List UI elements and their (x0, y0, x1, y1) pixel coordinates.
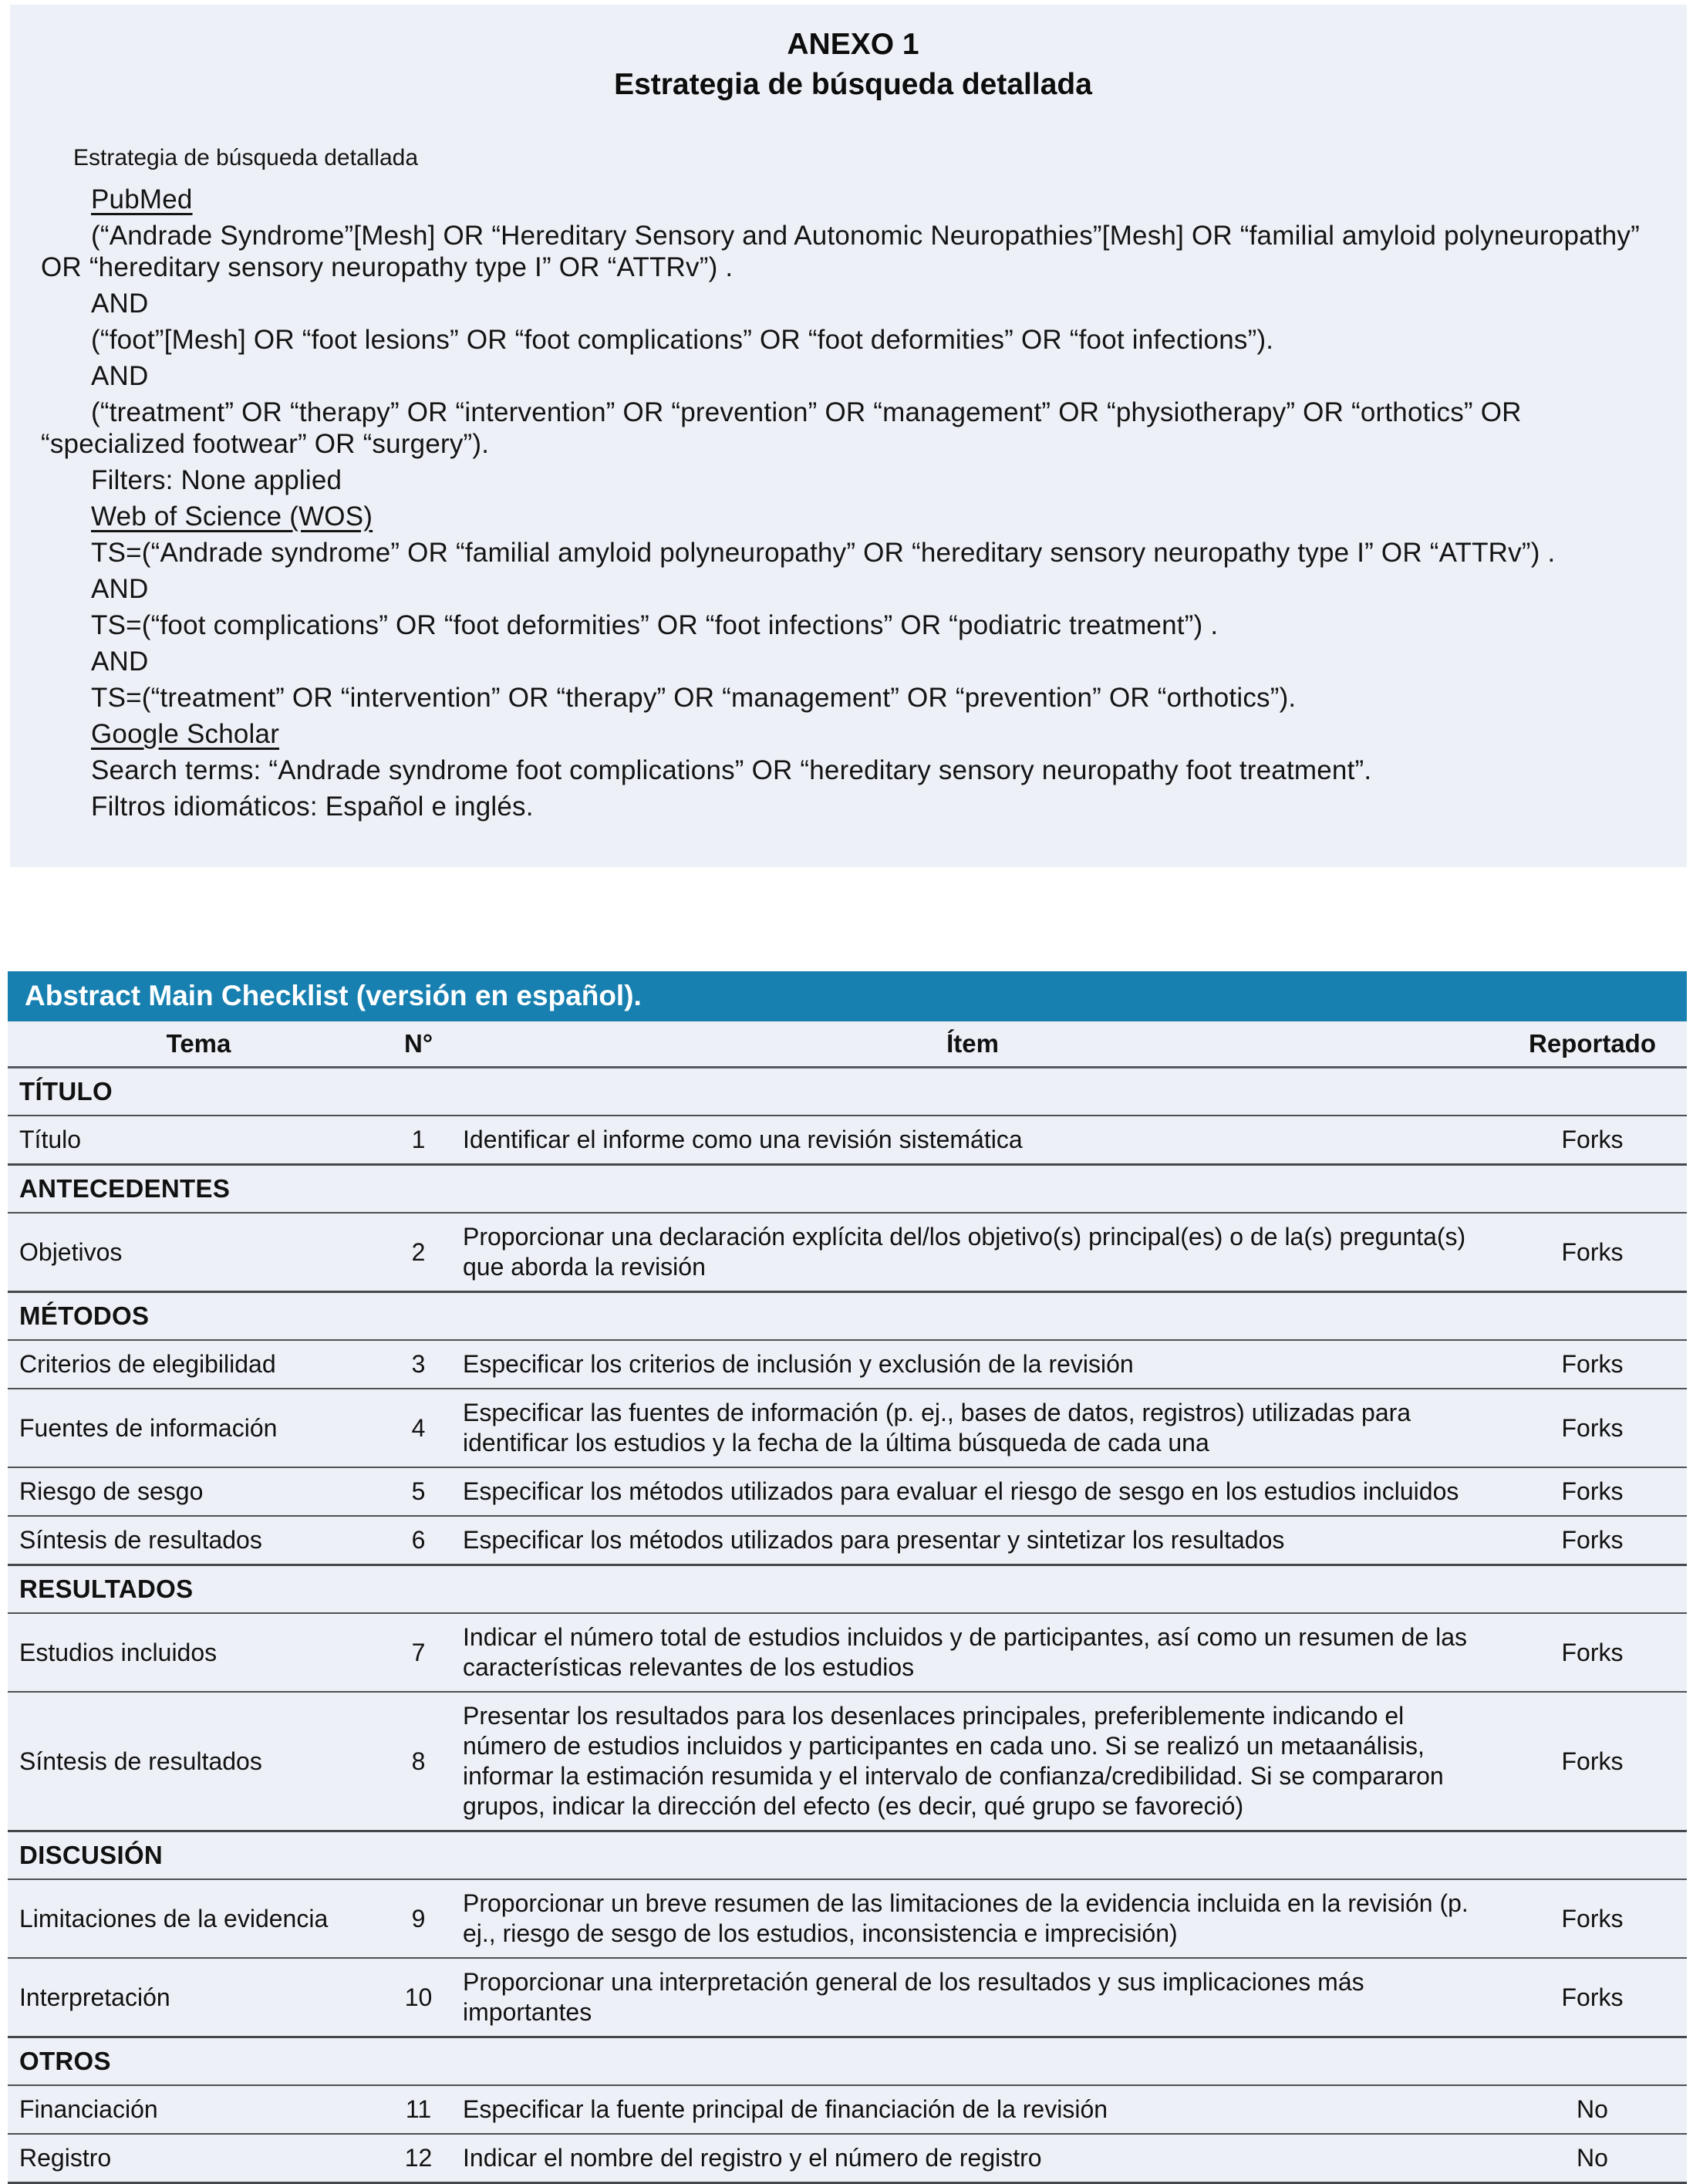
table-row (8, 2084, 1687, 2133)
search-query-line: AND (91, 646, 149, 677)
section-row (8, 1830, 1687, 1879)
reportado-cell: Forks (1561, 1477, 1624, 1505)
checklist-header-row (8, 1021, 1687, 1068)
table-row (8, 1612, 1687, 1691)
item-text-cell: Presentar los resultados para los desenlaces principales, preferiblemente indicando el número de estudios incluidos y participantes en cada uno. Si se realizó un metaanálisis, informar la estimación resumida y el intervalo de confianza/credibilidad. Si se compararon grupos, indicar la dirección del efecto (es decir, qué grupo se favoreció) (463, 1702, 1444, 1820)
item-text-cell: Especificar los criterios de inclusión y exclusión de la revisión (463, 1350, 1134, 1378)
database-heading (41, 501, 1665, 532)
item-number-cell: 10 (404, 1983, 433, 2011)
column-header-tema: Tema (166, 1029, 231, 1058)
reportado-cell: Forks (1561, 1126, 1624, 1153)
reportado-cell: Forks (1561, 1904, 1624, 1933)
annex-title: ANEXO 1 (787, 28, 919, 61)
tema-cell: Síntesis de resultados (19, 1526, 262, 1554)
tema-cell: Criterios de elegibilidad (19, 1350, 276, 1378)
item-number-cell: 4 (411, 1413, 426, 1442)
reportado-cell: Forks (1561, 1413, 1624, 1442)
item-number-cell: 9 (411, 1904, 426, 1933)
section-label: RESULTADOS (19, 1575, 194, 1603)
item-text-cell: Especificar los métodos utilizados para presentar y sintetizar los resultados (463, 1526, 1285, 1554)
checklist-table (8, 971, 1687, 2184)
search-query-line: TS=(“foot complications” OR “foot deformities” OR “foot infections” OR “podiatric treatment”) . (91, 610, 1219, 640)
tema-cell: Estudios incluidos (19, 1638, 218, 1666)
search-strategy-caption: Estrategia de búsqueda detallada (73, 145, 419, 170)
search-query-line: AND (91, 361, 149, 391)
section-row (8, 1291, 1687, 1339)
item-number-cell: 2 (411, 1237, 426, 1266)
search-query-line: TS=(“treatment” OR “intervention” OR “therapy” OR “management” OR “prevention” OR “orthotics”). (91, 683, 1297, 713)
item-number-cell: 5 (411, 1477, 426, 1505)
item-text-cell: Indicar el nombre del registro y el número de registro (463, 2144, 1042, 2172)
search-query-line: Filtros idiomáticos: Español e inglés. (91, 792, 534, 822)
search-query-line: Filters: None applied (91, 465, 342, 495)
table-row (8, 1339, 1687, 1388)
reportado-cell: Forks (1561, 1350, 1624, 1378)
item-text-cell: Proporcionar una declaración explícita del/los objetivo(s) principal(es) o de la(s) pregunta(s) que aborda la revisión (463, 1223, 1466, 1281)
search-query-line: (“foot”[Mesh] OR “foot lesions” OR “foot complications” OR “foot deformities” OR “foot infections”). (91, 325, 1274, 355)
tema-cell: Síntesis de resultados (19, 1747, 262, 1775)
reportado-cell: Forks (1561, 1983, 1624, 2011)
database-heading-label: PubMed (91, 184, 193, 214)
search-strategy-panel (10, 5, 1687, 867)
section-label: ANTECEDENTES (19, 1174, 231, 1203)
column-header-reportado: Reportado (1529, 1029, 1656, 1058)
section-row (8, 1163, 1687, 1212)
item-text-cell: Especificar las fuentes de información (p. ej., bases de datos, registros) utilizadas para identificar los estudios y la fecha de la última búsqueda de cada una (463, 1399, 1411, 1457)
tema-cell: Registro (19, 2144, 112, 2172)
table-row (8, 2133, 1687, 2182)
tema-cell: Limitaciones de la evidencia (19, 1904, 329, 1933)
column-header-numero: N° (403, 1029, 433, 1058)
search-query-line: (“Andrade Syndrome”[Mesh] OR “Hereditary Sensory and Autonomic Neuropathies”[Mesh] OR “familial amyloid polyneuropathy” OR “hereditary sensory neuropathy type I” OR “ATTRv”) . (41, 221, 1640, 282)
item-number-cell: 6 (411, 1526, 426, 1554)
item-number-cell: 3 (411, 1350, 426, 1378)
item-text-cell: Especificar la fuente principal de financiación de la revisión (463, 2095, 1108, 2123)
item-number-cell: 7 (411, 1638, 426, 1666)
section-row (8, 1068, 1687, 1115)
checklist-body (8, 1068, 1687, 2184)
search-query-line: AND (91, 574, 149, 604)
item-text-cell: Indicar el número total de estudios incluidos y de participantes, así como un resumen de las características relevantes de los estudios (463, 1623, 1468, 1681)
section-label: OTROS (19, 2047, 111, 2075)
table-row (8, 1115, 1687, 1163)
column-header-item: Ítem (946, 1029, 999, 1058)
search-query-line: (“treatment” OR “therapy” OR “intervention” OR “prevention” OR “management” OR “physiotherapy” OR “orthotics” OR “specialized footwear” OR “surgery”). (41, 397, 1522, 459)
search-query-line: AND (91, 289, 149, 319)
reportado-cell: Forks (1561, 1237, 1624, 1266)
tema-cell: Título (19, 1126, 82, 1153)
tema-cell: Riesgo de sesgo (19, 1477, 204, 1505)
database-heading-label: Web of Science (WOS) (91, 501, 373, 532)
item-number-cell: 11 (405, 2095, 432, 2123)
search-query-line: TS=(“Andrade syndrome” OR “familial amyloid polyneuropathy” OR “hereditary sensory neuropathy type I” OR “ATTRv”) . (91, 538, 1556, 568)
section-row (8, 1564, 1687, 1612)
table-row (8, 1691, 1687, 1830)
table-row (8, 1467, 1687, 1515)
table-row (8, 1212, 1687, 1291)
table-row (8, 1879, 1687, 1957)
tema-cell: Financiación (19, 2095, 158, 2123)
database-heading-label: Google Scholar (91, 719, 280, 749)
section-label: TÍTULO (19, 1077, 113, 1106)
section-row (8, 2036, 1687, 2084)
section-label: DISCUSIÓN (19, 1841, 164, 1869)
item-number-cell: 8 (411, 1747, 426, 1775)
item-number-cell: 12 (404, 2144, 433, 2172)
tema-cell: Interpretación (19, 1983, 170, 2011)
page (0, 5, 1693, 2172)
table-row (8, 1515, 1687, 1564)
reportado-cell: Forks (1561, 1638, 1624, 1666)
database-heading (41, 184, 1665, 215)
tema-cell: Objetivos (19, 1237, 123, 1266)
reportado-cell: No (1577, 2144, 1608, 2172)
table-row (8, 1957, 1687, 2036)
item-text-cell: Proporcionar un breve resumen de las limitaciones de la evidencia incluida en la revisión (p. ej., riesgo de sesgo de los estudios, inconsistencia e imprecisión) (463, 1889, 1469, 1947)
reportado-cell: Forks (1561, 1747, 1624, 1775)
reportado-cell: No (1577, 2095, 1608, 2123)
item-text-cell: Especificar los métodos utilizados para evaluar el riesgo de sesgo en los estudios incluidos (463, 1477, 1459, 1505)
tema-cell: Fuentes de información (19, 1413, 278, 1442)
item-number-cell: 1 (411, 1126, 426, 1153)
search-strategy-lines (41, 184, 1665, 822)
item-text-cell: Proporcionar una interpretación general de los resultados y sus implicaciones más importantes (463, 1968, 1364, 2026)
item-text-cell: Identificar el informe como una revisión sistemática (463, 1126, 1023, 1153)
database-heading (41, 718, 1665, 750)
annex-subtitle: Estrategia de búsqueda detallada (614, 68, 1092, 101)
reportado-cell: Forks (1561, 1526, 1624, 1554)
checklist-table-title: Abstract Main Checklist (versión en español). (8, 971, 1687, 1021)
section-label: MÉTODOS (19, 1301, 150, 1330)
table-row (8, 1388, 1687, 1467)
search-query-line: Search terms: “Andrade syndrome foot complications” OR “hereditary sensory neuropathy foot treatment”. (91, 755, 1372, 785)
